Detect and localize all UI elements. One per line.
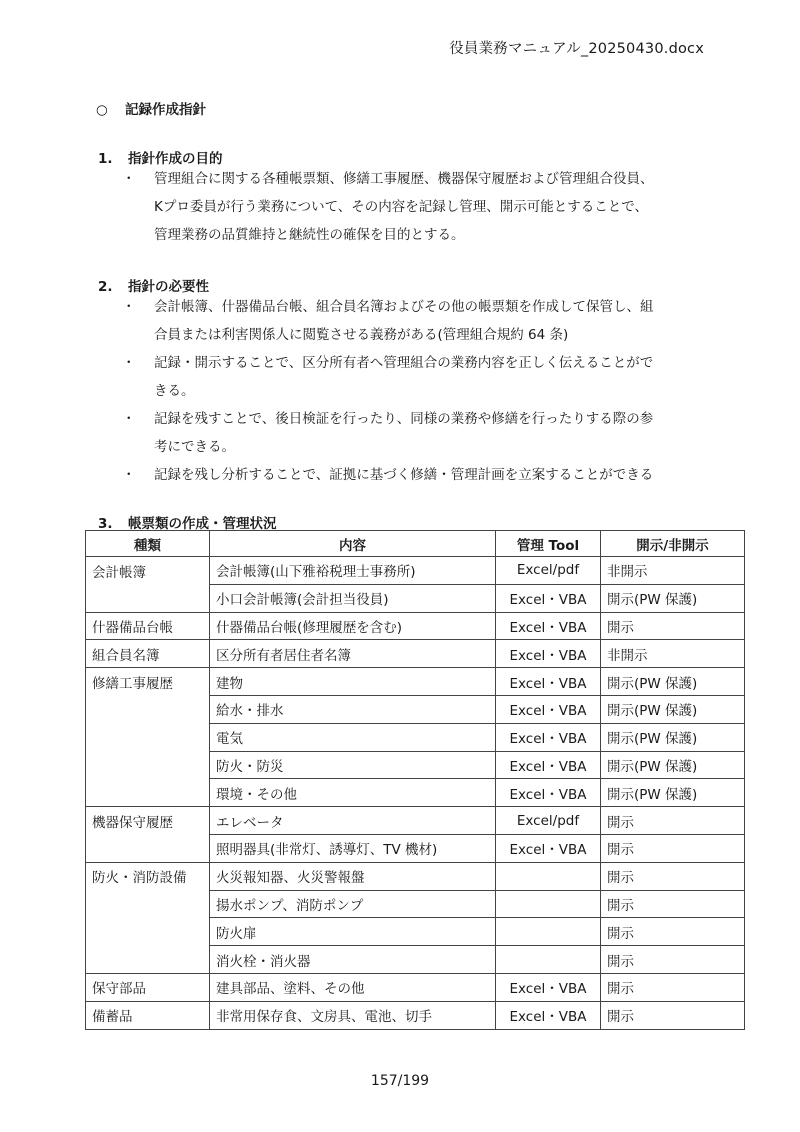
cell-disclosure: 開示(PW 保護) xyxy=(601,751,745,779)
table-row xyxy=(86,946,745,974)
cell-tool xyxy=(496,862,601,890)
list-item xyxy=(120,349,705,405)
document-filename: 役員業務マニュアル_20250430.docx xyxy=(449,41,704,57)
table-row xyxy=(86,862,745,890)
cell-content: 電気 xyxy=(210,723,496,751)
cell-disclosure: 開示 xyxy=(601,612,745,640)
bullet-dot-icon: ・ xyxy=(122,411,136,427)
cell-type xyxy=(86,723,210,751)
page-number: 157/199 xyxy=(370,1073,430,1089)
column-header-disclosure: 開示/非開示 xyxy=(601,531,745,557)
table-row xyxy=(86,640,745,668)
list-line: Kプロ委員が行う業務について、その内容を記録し管理、開示可能とすることで、 xyxy=(154,199,649,215)
list-line: 会計帳簿、什器備品台帳、組合員名簿およびその他の帳票類を作成して保管し、組 xyxy=(154,299,654,315)
cell-disclosure: 開示 xyxy=(601,807,745,835)
cell-content: 消火栓・消火器 xyxy=(210,946,496,974)
cell-type xyxy=(86,779,210,807)
cell-content: 区分所有者居住者名簿 xyxy=(210,640,496,668)
cell-content: 建具部品、塗料、その他 xyxy=(210,973,496,1001)
cell-disclosure: 開示(PW 保護) xyxy=(601,723,745,751)
cell-tool: Excel・VBA xyxy=(496,584,601,612)
cell-type: 組合員名簿 xyxy=(86,640,210,668)
cell-type: 修繕工事履歴 xyxy=(86,668,210,696)
cell-content: 揚水ポンプ、消防ポンプ xyxy=(210,890,496,918)
heading-text: 指針作成の目的 xyxy=(128,151,223,167)
circle-bullet-icon: ○ xyxy=(96,102,108,118)
heading-number: 1. xyxy=(98,151,113,167)
cell-tool: Excel・VBA xyxy=(496,640,601,668)
bullet-dot-icon: ・ xyxy=(122,467,136,483)
bullet-dot-icon: ・ xyxy=(122,355,136,371)
list-line: 考にできる。 xyxy=(154,439,235,455)
cell-disclosure: 開示(PW 保護) xyxy=(601,668,745,696)
purpose-list xyxy=(120,165,705,249)
table-row xyxy=(86,834,745,862)
table-row xyxy=(86,779,745,807)
cell-type xyxy=(86,751,210,779)
column-header-content: 内容 xyxy=(210,531,496,557)
table-row xyxy=(86,890,745,918)
list-line: きる。 xyxy=(154,383,195,399)
cell-content: エレベータ xyxy=(210,807,496,835)
cell-tool xyxy=(496,946,601,974)
list-line: 合員または利害関係人に閲覧させる義務がある(管理組合規約 64 条) xyxy=(154,327,569,343)
cell-tool: Excel・VBA xyxy=(496,751,601,779)
heading-text: 帳票類の作成・管理状況 xyxy=(128,516,277,532)
cell-content: 火災報知器、火災警報盤 xyxy=(210,862,496,890)
heading-number: 2. xyxy=(98,279,113,295)
cell-disclosure: 開示 xyxy=(601,973,745,1001)
column-header-tool: 管理 Tool xyxy=(496,531,601,557)
table-row xyxy=(86,584,745,612)
table-row xyxy=(86,807,745,835)
cell-type xyxy=(86,834,210,862)
section-title xyxy=(96,98,206,118)
cell-tool: Excel・VBA xyxy=(496,973,601,1001)
cell-disclosure: 開示 xyxy=(601,1001,745,1029)
cell-content: 照明器具(非常灯、誘導灯、TV 機材) xyxy=(210,834,496,862)
section-title-text: 記録作成指針 xyxy=(125,102,206,118)
records-status-table xyxy=(85,530,745,1030)
cell-tool xyxy=(496,918,601,946)
cell-disclosure: 開示 xyxy=(601,862,745,890)
cell-content: 非常用保存食、文房具、電池、切手 xyxy=(210,1001,496,1029)
cell-tool: Excel/pdf xyxy=(496,557,601,585)
heading-table xyxy=(98,512,277,532)
cell-content: 防火・防災 xyxy=(210,751,496,779)
cell-type: 備蓄品 xyxy=(86,1001,210,1029)
cell-type: 会計帳簿 xyxy=(86,557,210,585)
list-line: 記録・開示することで、区分所有者へ管理組合の業務内容を正しく伝えることがで xyxy=(154,355,654,371)
cell-disclosure: 非開示 xyxy=(601,557,745,585)
cell-tool: Excel・VBA xyxy=(496,779,601,807)
table-row xyxy=(86,668,745,696)
cell-disclosure: 開示(PW 保護) xyxy=(601,584,745,612)
cell-content: 小口会計帳簿(会計担当役員) xyxy=(210,584,496,612)
heading-necessity xyxy=(98,275,209,295)
table-row xyxy=(86,695,745,723)
cell-type xyxy=(86,890,210,918)
table-row xyxy=(86,557,745,585)
cell-tool: Excel・VBA xyxy=(496,612,601,640)
cell-tool: Excel・VBA xyxy=(496,695,601,723)
table-row xyxy=(86,751,745,779)
cell-tool xyxy=(496,890,601,918)
cell-type: 什器備品台帳 xyxy=(86,612,210,640)
cell-disclosure: 開示 xyxy=(601,834,745,862)
bullet-dot-icon: ・ xyxy=(122,171,136,187)
list-item xyxy=(120,293,705,349)
table-row xyxy=(86,973,745,1001)
cell-type: 保守部品 xyxy=(86,973,210,1001)
column-header-type: 種類 xyxy=(86,531,210,557)
cell-disclosure: 開示 xyxy=(601,918,745,946)
cell-tool: Excel・VBA xyxy=(496,668,601,696)
list-line: 管理組合に関する各種帳票類、修繕工事履歴、機器保守履歴および管理組合役員、 xyxy=(154,171,654,187)
cell-type xyxy=(86,695,210,723)
cell-content: 会計帳簿(山下雅裕税理士事務所) xyxy=(210,557,496,585)
heading-text: 指針の必要性 xyxy=(128,279,209,295)
cell-content: 環境・その他 xyxy=(210,779,496,807)
table-row xyxy=(86,612,745,640)
cell-disclosure: 開示(PW 保護) xyxy=(601,779,745,807)
table-row xyxy=(86,1001,745,1029)
cell-type xyxy=(86,946,210,974)
table-row xyxy=(86,918,745,946)
cell-content: 什器備品台帳(修理履歴を含む) xyxy=(210,612,496,640)
heading-purpose xyxy=(98,147,223,167)
heading-number: 3. xyxy=(98,516,113,532)
cell-tool: Excel・VBA xyxy=(496,834,601,862)
list-line: 管理業務の品質維持と継続性の確保を目的とする。 xyxy=(154,227,465,243)
cell-content: 建物 xyxy=(210,668,496,696)
cell-disclosure: 開示(PW 保護) xyxy=(601,695,745,723)
necessity-list xyxy=(120,293,705,489)
table-header-row xyxy=(86,531,745,557)
table-row xyxy=(86,723,745,751)
cell-type: 機器保守履歴 xyxy=(86,807,210,835)
list-item xyxy=(120,165,705,249)
cell-tool: Excel/pdf xyxy=(496,807,601,835)
list-line: 記録を残すことで、後日検証を行ったり、同様の業務や修繕を行ったりする際の参 xyxy=(154,411,654,427)
list-line: 記録を残し分析することで、証拠に基づく修繕・管理計画を立案することができる xyxy=(154,467,654,483)
cell-content: 防火扉 xyxy=(210,918,496,946)
bullet-dot-icon: ・ xyxy=(122,299,136,315)
cell-type xyxy=(86,584,210,612)
cell-type: 防火・消防設備 xyxy=(86,862,210,890)
cell-type xyxy=(86,918,210,946)
cell-disclosure: 開示 xyxy=(601,890,745,918)
list-item xyxy=(120,461,705,489)
cell-disclosure: 開示 xyxy=(601,946,745,974)
list-item xyxy=(120,405,705,461)
cell-disclosure: 非開示 xyxy=(601,640,745,668)
cell-tool: Excel・VBA xyxy=(496,723,601,751)
cell-tool: Excel・VBA xyxy=(496,1001,601,1029)
cell-content: 給水・排水 xyxy=(210,695,496,723)
